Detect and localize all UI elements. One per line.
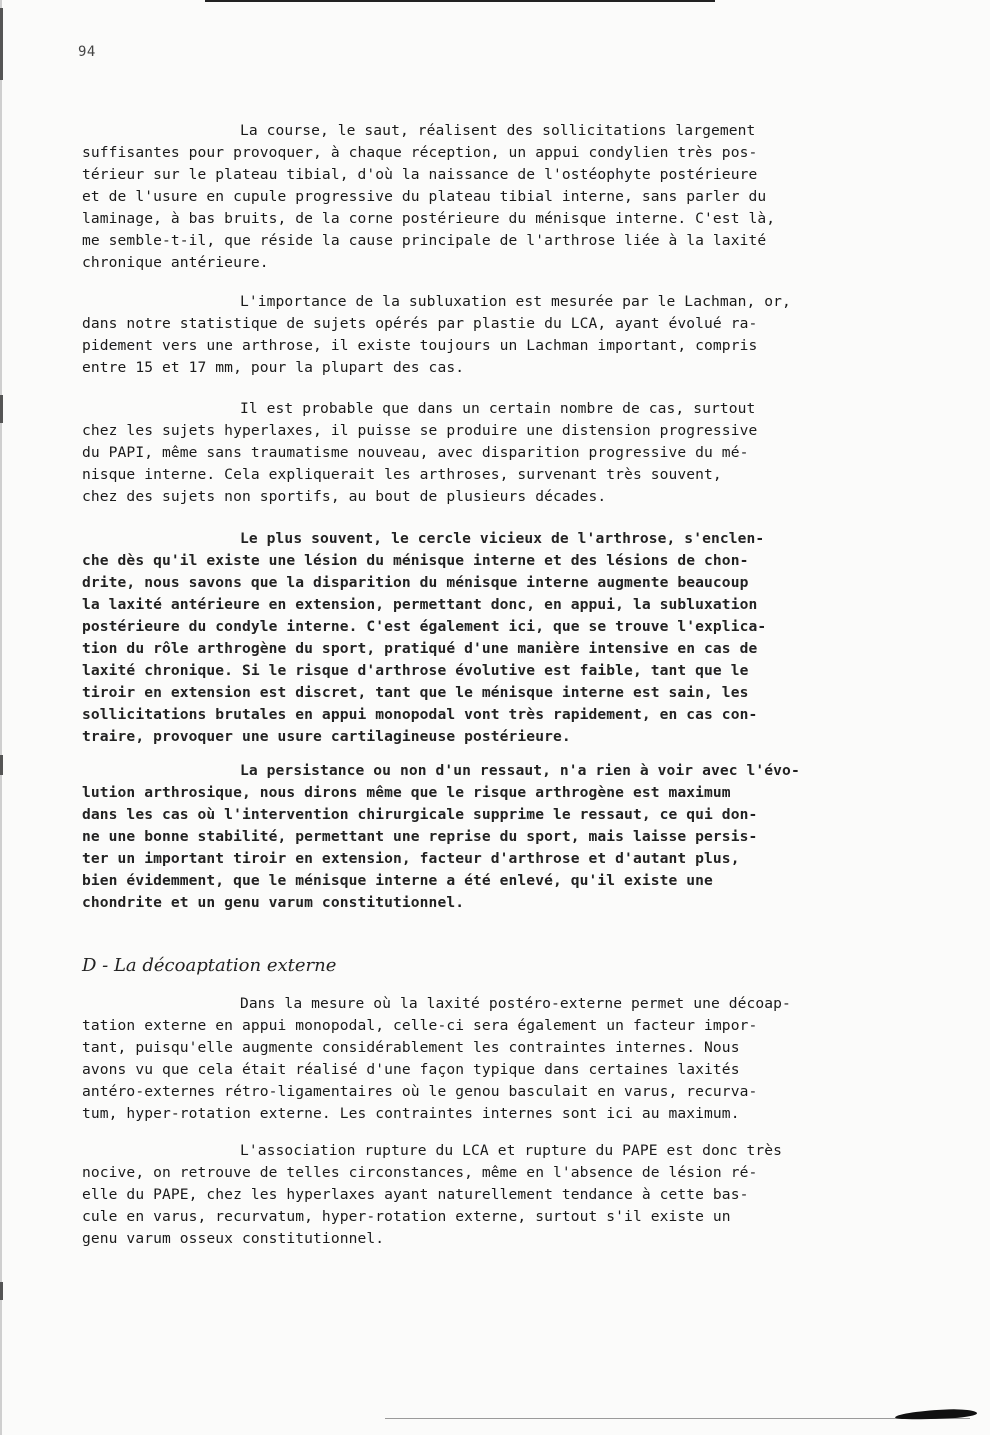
text-line: Il est probable que dans un certain nombre de cas, surtout: [240, 400, 756, 417]
text-line: la laxité antérieure en extension, permettant donc, en appui, la subluxation: [82, 596, 758, 613]
text-line: antéro-externes rétro-ligamentaires où le genou basculait en varus, recurva-: [82, 1083, 758, 1100]
text-line: suffisantes pour provoquer, à chaque réception, un appui condylien très pos-: [82, 144, 758, 161]
text-line: L'importance de la subluxation est mesurée par le Lachman, or,: [240, 293, 791, 310]
ink-smudge: [895, 1408, 977, 1421]
paragraph-2: [82, 291, 791, 379]
text-line: dans notre statistique de sujets opérés par plastie du LCA, ayant évolué ra-: [82, 315, 758, 332]
binding-mark: [0, 755, 3, 775]
paragraph-4: [82, 528, 766, 748]
text-line: tation externe en appui monopodal, celle-ci sera également un facteur impor-: [82, 1017, 758, 1034]
text-line: La persistance ou non d'un ressaut, n'a rien à voir avec l'évo-: [240, 762, 800, 779]
text-line: nisque interne. Cela expliquerait les arthroses, survenant très souvent,: [82, 466, 722, 483]
text-line: tion du rôle arthrogène du sport, pratiqué d'une manière intensive en cas de: [82, 640, 758, 657]
text-line: bien évidemment, que le ménisque interne a été enlevé, qu'il existe une: [82, 872, 713, 889]
text-line: nocive, on retrouve de telles circonstances, même en l'absence de lésion ré-: [82, 1164, 758, 1181]
text-line: dans les cas où l'intervention chirurgicale supprime le ressaut, ce qui don-: [82, 806, 758, 823]
text-line: chronique antérieure.: [82, 254, 269, 271]
text-line: Dans la mesure où la laxité postéro-externe permet une décoap-: [240, 995, 791, 1012]
binding-mark: [0, 8, 3, 80]
paragraph-3: [82, 398, 757, 508]
text-line: laminage, à bas bruits, de la corne postérieure du ménisque interne. C'est là,: [82, 210, 776, 227]
top-rule: [205, 0, 715, 2]
text-line: pidement vers une arthrose, il existe toujours un Lachman important, compris: [82, 337, 758, 354]
text-line: sollicitations brutales en appui monopodal vont très rapidement, en cas con-: [82, 706, 758, 723]
text-line: avons vu que cela était réalisé d'une façon typique dans certaines laxités: [82, 1061, 740, 1078]
left-edge: [0, 0, 2, 1435]
paragraph-6: [82, 993, 791, 1125]
text-line: cule en varus, recurvatum, hyper-rotation externe, surtout s'il existe un: [82, 1208, 731, 1225]
text-line: chondrite et un genu varum constitutionnel.: [82, 894, 465, 911]
text-line: tiroir en extension est discret, tant que le ménisque interne est sain, les: [82, 684, 749, 701]
text-line: entre 15 et 17 mm, pour la plupart des cas.: [82, 359, 465, 376]
binding-mark: [0, 1282, 3, 1300]
paragraph-5: [82, 760, 800, 914]
binding-mark: [0, 395, 3, 423]
text-line: Le plus souvent, le cercle vicieux de l'arthrose, s'enclen-: [240, 530, 765, 547]
page-number: 94: [78, 44, 96, 60]
text-line: laxité chronique. Si le risque d'arthrose évolutive est faible, tant que le: [82, 662, 749, 679]
text-line: L'association rupture du LCA et rupture du PAPE est donc très: [240, 1142, 783, 1159]
text-line: traire, provoquer une usure cartilagineuse postérieure.: [82, 728, 571, 745]
text-line: ne une bonne stabilité, permettant une reprise du sport, mais laisse persis-: [82, 828, 758, 845]
text-line: lution arthrosique, nous dirons même que le risque arthrogène est maximum: [82, 784, 731, 801]
text-line: drite, nous savons que la disparition du ménisque interne augmente beaucoup: [82, 574, 749, 591]
text-line: du PAPI, même sans traumatisme nouveau, avec disparition progressive du mé-: [82, 444, 749, 461]
section-heading: D - La décoaptation externe: [82, 955, 337, 976]
paragraph-1: [82, 120, 775, 274]
paragraph-7: [82, 1140, 782, 1250]
text-line: ter un important tiroir en extension, facteur d'arthrose et d'autant plus,: [82, 850, 740, 867]
text-line: tant, puisqu'elle augmente considérablement les contraintes internes. Nous: [82, 1039, 740, 1056]
text-line: et de l'usure en cupule progressive du plateau tibial interne, sans parler du: [82, 188, 767, 205]
text-line: La course, le saut, réalisent des sollicitations largement: [240, 122, 756, 139]
text-line: chez des sujets non sportifs, au bout de plusieurs décades.: [82, 488, 607, 505]
text-line: che dès qu'il existe une lésion du ménisque interne et des lésions de chon-: [82, 552, 749, 569]
text-line: me semble-t-il, que réside la cause principale de l'arthrose liée à la laxité: [82, 232, 767, 249]
text-line: elle du PAPE, chez les hyperlaxes ayant naturellement tendance à cette bas-: [82, 1186, 749, 1203]
text-line: tum, hyper-rotation externe. Les contraintes internes sont ici au maximum.: [82, 1105, 740, 1122]
text-line: postérieure du condyle interne. C'est également ici, que se trouve l'explica-: [82, 618, 767, 635]
bottom-rule: [385, 1418, 970, 1419]
text-line: genu varum osseux constitutionnel.: [82, 1230, 385, 1247]
text-line: térieur sur le plateau tibial, d'où la naissance de l'ostéophyte postérieure: [82, 166, 758, 183]
text-line: chez les sujets hyperlaxes, il puisse se produire une distension progressive: [82, 422, 758, 439]
